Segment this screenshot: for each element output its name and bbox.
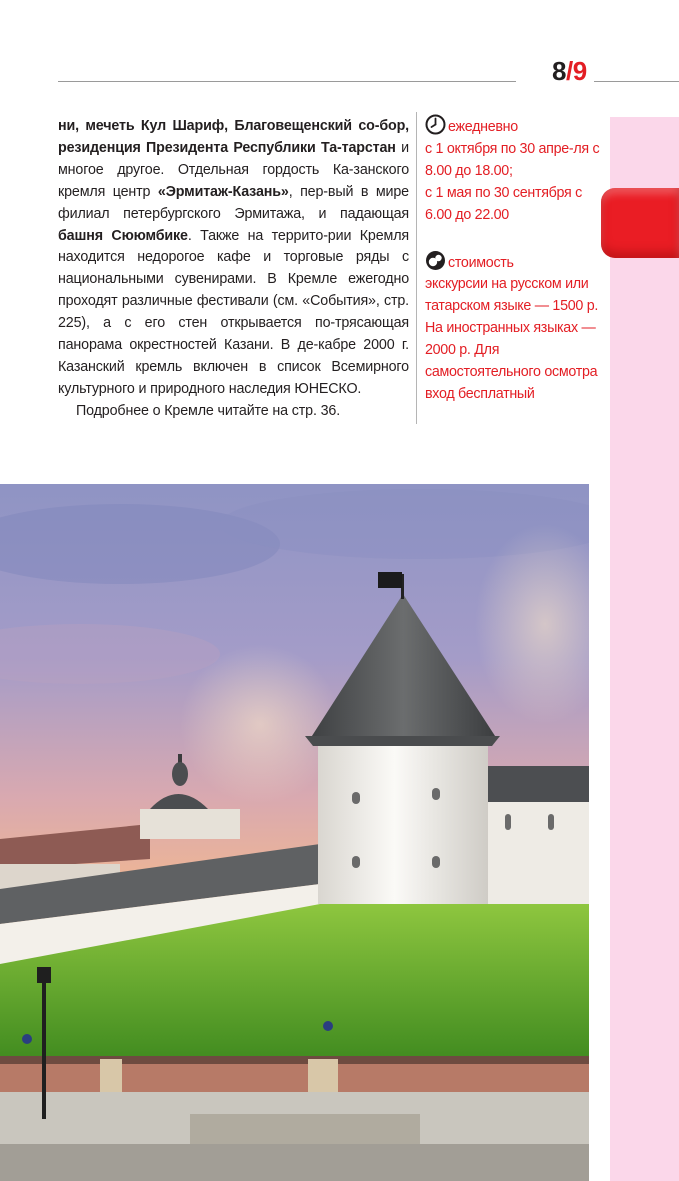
info-column: [425, 114, 607, 406]
opening-hours: [425, 114, 607, 227]
hours-winter: с 1 октября по 30 апре-ля с 8.00 до 18.00;: [425, 140, 600, 179]
body-run-6: . Также на террито-рии Кремля находится недорогое кафе и торговые ряды с национальными сувенирами. В Кремле ежегодно проходят различные фестивали (см. «События», стр. 225), а с его стен открывается по-трясающая панорама окрестностей Казани. В де-кабре 2000 г. Казанский кремль включен в список Всемирного культурного и природного наследия ЮНЕСКО.: [58, 227, 409, 397]
clock-icon: [425, 114, 446, 135]
hermitage-kazan-name: «Эрмитаж-Казань»: [157, 183, 289, 200]
body-run-4: , пер-вый в мире филиал петербургского Эрмитажа, и падающая: [58, 183, 409, 222]
chapter-tab[interactable]: [601, 188, 679, 258]
side-margin-strip: [610, 117, 679, 1181]
page-total: 9: [572, 56, 587, 86]
page-separator: /: [565, 56, 573, 86]
more-info-paragraph: Подробнее о Кремле читайте на стр. 36.: [76, 402, 341, 419]
page-current: 8: [552, 56, 566, 86]
price-info: [425, 250, 607, 406]
kremlin-photo: [0, 484, 589, 1181]
syuyumbike-tower-name: башня Сююмбике: [58, 227, 188, 244]
page-number: [552, 56, 587, 86]
body-text: [58, 116, 409, 423]
column-divider: [416, 112, 417, 424]
price-title: стоимость: [448, 254, 514, 271]
coins-icon: [425, 250, 446, 271]
kremlin-tower-illustration: [0, 484, 589, 1181]
header-rule: [58, 81, 516, 82]
body-bold-1: ни, мечеть Кул Шариф, Благовещенский со-бор, резиденция Президента Республики Та-тарстан: [58, 118, 409, 156]
header-rule-right: [594, 81, 679, 82]
price-text: экскурсии на русском или татарском языке — 1500 р. На иностранных языках — 2000 р. Для самостоятельного осмотра вход бесплатный: [425, 276, 599, 402]
body-run-2: и многое другое. Отдельная гордость Ка-занского кремля центр: [58, 139, 409, 200]
hours-title: ежедневно: [448, 119, 518, 135]
hours-summer: с 1 мая по 30 сентября с 6.00 до 22.00: [425, 184, 583, 223]
